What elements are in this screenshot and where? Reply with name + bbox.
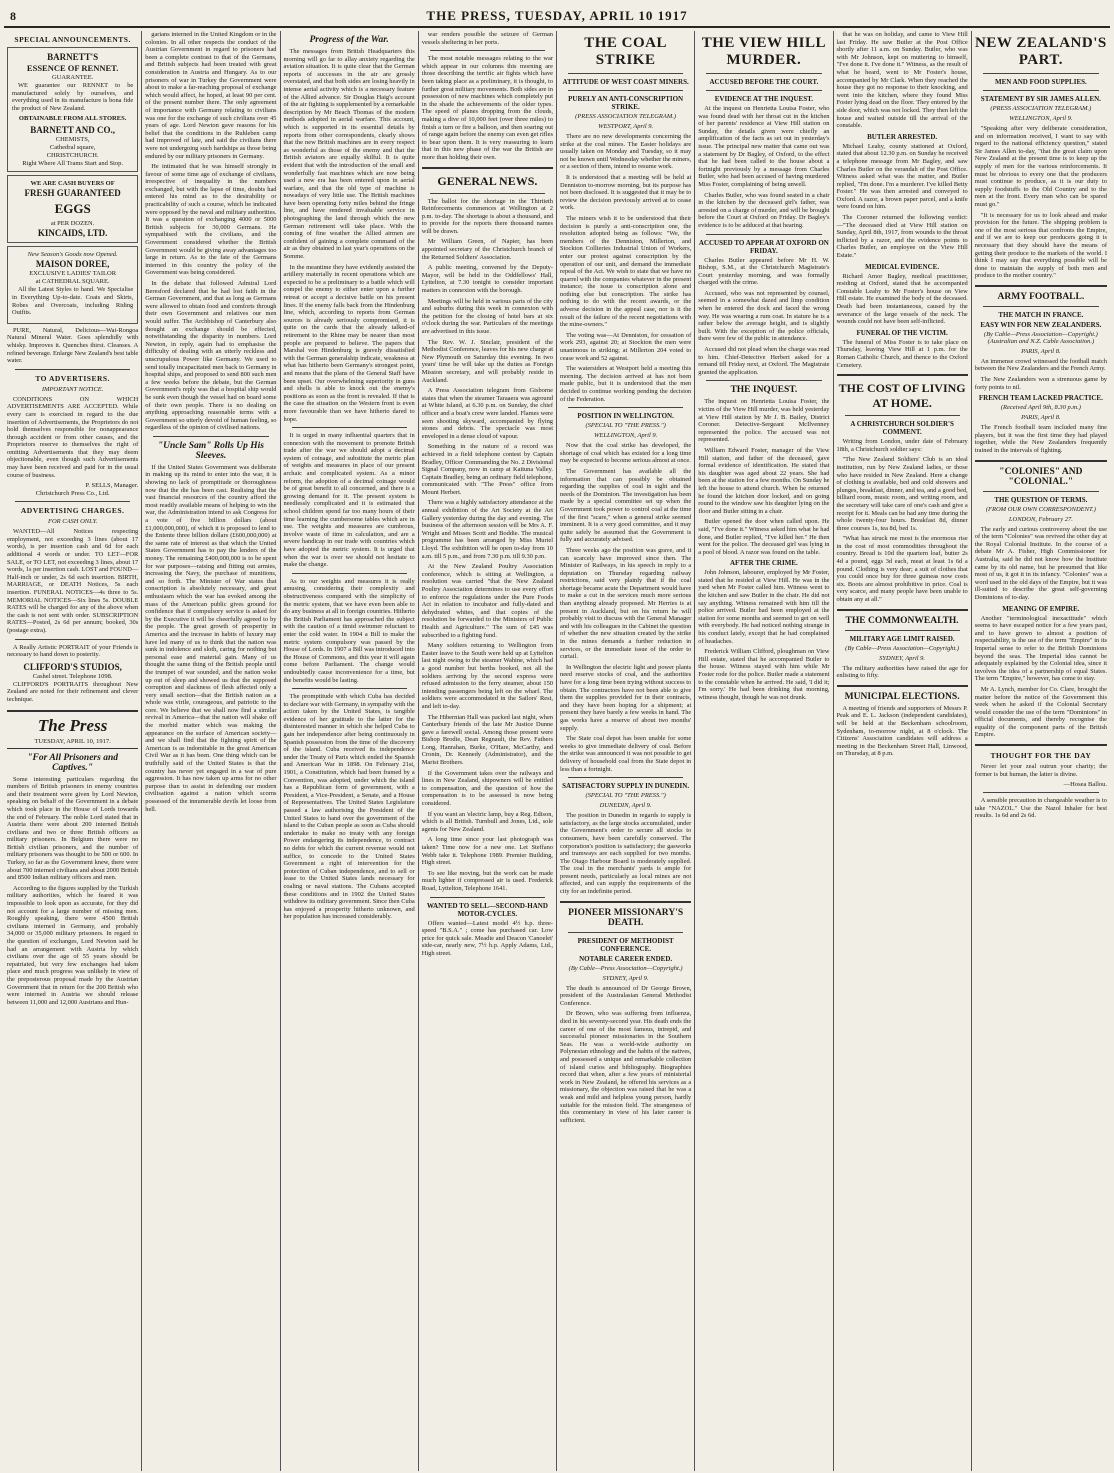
divider xyxy=(983,306,1099,307)
thought-title: THOUGHT FOR THE DAY xyxy=(990,751,1092,761)
credit-line: (FROM OUR OWN CORRESPONDENT.) xyxy=(985,505,1096,513)
charges-header: ADVERTISING CHARGES. xyxy=(20,506,125,516)
article-paragraph: The death is announced of Dr George Brown, president of the Australasian General Methodist Conference. xyxy=(560,984,692,1007)
inquest-title: THE INQUEST. xyxy=(730,385,798,396)
editorial-title: "For All Prisoners and Captives." xyxy=(27,752,118,773)
article-subhead: ACCUSED BEFORE THE COURT. xyxy=(709,78,819,86)
divider xyxy=(568,73,683,74)
article-paragraph: The watersiders at Westport held a meeting this morning. The decision arrived at has not been made public, but it is understood that the men decided to continue working pending the decision of the Federation. xyxy=(560,365,692,403)
army-football-title: ARMY FOOTBALL. xyxy=(997,291,1085,302)
article-subhead: AFTER THE CRIME. xyxy=(730,559,798,568)
article-paragraph: that he was on holiday, and came to View Hill last Friday. He saw Butler at the Post Office shortly after 11 a.m. on Sunday. Butler, who was with Mr Johnson, kept on muttering to himself, "I've done it. I've done it." Witness, as the result of what he heard, went to Mr Foster's house, accompanied by Mr Clark. When they reached the house they got no response to their knocking, and went into the kitchen, where they found Miss Foster lying dead on the floor. They entered by the side door, which was not locked. They then left the house and waited outside till the arrival of the constable. xyxy=(836,31,968,130)
news-item: At the New Zealand Poultry Association conference, which is sitting at Wellington, a resolution was carried "that the New Zealand Poultry Association determines to use every effort to enforce the regulations under the Pure Foods Act in relation to incubator and fully-dated and dehydrated whites, and that copies of the resolution be forwarded to the Ministers of Public Health and Agriculture." The sum of £45 was subscribed to a fighting fund. xyxy=(421,563,553,639)
divider xyxy=(15,639,130,640)
editorial-paragraph: garians interned in the United Kingdom or in the colonies. In all other respects the conduct of the Austrian Government in regard to prisoners had been a complete contrast to that of the Germans, and British subjects had been treated with great consideration in Austria and Hungary. As to our prisoners of war in Turkey the Government were about to make a far-reaching proposal of exchange which would affect, he hoped, at least 90 per cent. of the present number there. The only agreement of importance with Germany relating to civilians was one for the exchange of such civilians over 45 years of age. Lord Newton gave reasons for his belief that the conditions in the Ruhleben camp had improved of late, and said the civilians there were not undergoing such hardships as those being endured by our military prisoners in Germany. xyxy=(145,31,277,160)
article-paragraph: It is understood that a meeting will be held at Denniston to-morrow morning, but its purpose has not been disclosed. It is suggested that it may be to review the decision previously arrived at to cease work. xyxy=(560,173,692,212)
article-paragraph: "Speaking after very deliberate consideration, and on information received, I want to say with regard to the national efficiency question," stated Sir James Allen to-day, "that the great claim upon New Zealand at the present time is to keep up the supply of men for the various reinforcements. It must be obvious to every one that the producers must continue to produce, as it is our duty to supply foodstuffs to the Old Country and to the men at the front. Every man who can be spared must go." xyxy=(974,125,1107,208)
dateline: WELLINGTON, April 9. xyxy=(593,432,658,440)
column-2 xyxy=(142,31,280,1471)
divider xyxy=(292,427,407,428)
ad-line: New Season's Goods now Opened. xyxy=(27,251,118,259)
credit-line: (By Cable—Press Association—Copyright.) xyxy=(845,644,960,652)
page-masthead xyxy=(4,6,1110,28)
ad-company: BARNETT AND CO., xyxy=(30,125,116,136)
article-paragraph: The military authorities have raised the age for enlisting to fifty. xyxy=(836,664,968,680)
columns xyxy=(4,31,1110,1471)
ad-name: KINCAIDS, LTD. xyxy=(37,228,108,239)
ad-line: EXCLUSIVE LADIES' TAILOR xyxy=(29,270,117,278)
ad-line: EGGS xyxy=(54,201,91,217)
ad-kincaids xyxy=(7,175,138,243)
news-item: Mr William Green, of Napier, has been appointed secretary of the Christchurch branch of the Returned Soldiers' Association. xyxy=(421,238,553,261)
coal-strike-title: THE COAL STRIKE xyxy=(584,35,667,68)
credit-line: (By Cable—Press Association—Copyright.) xyxy=(568,964,683,972)
article-paragraph: The Coroner returned the following verdict:—"The deceased died at View Hill station on Sunday, April 8th, 1917, from wounds to the throat inflicted by a razor, and the evidence points to Charles Butler, an employee on the View Hill Estate." xyxy=(836,214,968,260)
article-paragraph: The funeral of Miss Foster is to take place on Thursday, leaving View Hill at 1 p.m. for the Roman Catholic Church, and thence to the Oxford Cemetery. xyxy=(836,338,968,369)
editorial-paragraph: Some interesting particulars regarding the numbers of British prisoners in enemy countries and their treatment were given by Lord Newton, speaking on behalf of the Government in a debate which took place in the House of Lords towards the end of February. The noble Lord stated that in Austria there were about 200 interned British civilians and two or three British officers as military prisoners. In Belgium there were no British civilian prisoners, and the number of military prisoners was thought to be 500 or 600. In Turkey, so far as the Government knew, there were about 700 interned civilians and about 2000 British and 8500 Indian military officers and men. xyxy=(7,775,139,882)
studio-text-2: CLIFFORD'S PORTRAITS throughout New Zealand are noted for their refinement and clever technique. xyxy=(7,680,139,703)
article-paragraph: The most notable messages relating to the war which appear in our columns this morning are those describing the terrific air fights which have been taking place as a preliminary, it is thought, to further great military movements. Both sides are in possession of new machines which completely put in the shade the achievements of the older types. The speed of planes dropping from the clouds, making a dive of 10,000 feet (over three miles) to finish a turn or fire a balloon, and then soaring out of range again before the enemy can even get rifles to bear upon them. It is very reassuring to learn that in this new phase of the war the British are more than holding their own. xyxy=(421,55,553,161)
article-paragraph: The position in Dunedin in regards to supply is satisfactory, as the large stocks accumulated, under the Government's order to secure all stocks to consumers, have been carefully conserved. The corporation's position is satisfactory; the gasworks and tramways are each supplied for two months. The Otago Harbour Board is moderately supplied. The coal in the merchants' yards is ample for present needs, particularly as local mines are not affected, and can supply the requirements of the city for an indefinite period. xyxy=(560,812,692,896)
news-item: Meetings will be held in various parts of the city and suburbs during this week in connexion with the petition for the closing of hotel bars at six o'clock during the war. Particulars of the meetings are advertised in this issue. xyxy=(421,297,553,335)
news-item: A long time since your last photograph was taken? Time now for a new one. Let Steffano Webb take it. Telephone 1989. Premier Building, High street. xyxy=(421,836,553,867)
war-progress-title: Progress of the War. xyxy=(309,35,389,45)
divider xyxy=(845,630,960,631)
news-item: If the Government takes over the railways and lines in New Zealand, shipowners will be entitled to compensation, and the question of how the compensation is to be assessed is now being considered. xyxy=(421,769,553,808)
article-subhead: THE QUESTION OF TERMS. xyxy=(994,495,1088,504)
divider xyxy=(837,374,968,376)
article-paragraph: At the inquest on Henrietta Louisa Foster, who was found dead with her throat cut in the kitchen of her parents' residence at View Hill station on Sunday, the details given were chiefly an amplification of the facts as set out in yesterday's issue. The principal new matter that came out was a statement by Dr Bagley, of Oxford, to the effect that he had been called to the house about a fortnight previously by a message from Charles Butler, who had been accused of having murdered Miss Foster, complaining of being unwell. xyxy=(698,105,830,188)
article-subhead: EVIDENCE AT THE INQUEST. xyxy=(714,95,814,103)
article-paragraph: The inquest on Henrietta Louisa Foster, the victim of the View Hill murder, was held yesterday at View Hill station by Mr J. B. Bailey, District Coroner. Detective-Sergeant McIlvenney represented the police. The accused was not represented. xyxy=(698,398,830,444)
notice-header: TO ADVERTISERS. xyxy=(35,373,110,383)
ad-guarantee: GUARANTEE. xyxy=(51,74,94,81)
divider xyxy=(975,285,1107,287)
divider xyxy=(568,90,683,91)
classified-title: WANTED TO SELL—SECOND-HAND MOTOR-CYCLES. xyxy=(426,901,548,918)
divider xyxy=(975,744,1107,746)
page-number: 8 xyxy=(10,8,16,23)
editorial-paragraph: If the United States Government was deliberate in making up its mind to enter into the war, it is showing no lack of promptitude or thoroughness now that the die has been cast. Realising that the vast financial resources of the country afford the most readily available means of helping to win the war, the Administration intend to ask Congress for a vote of five billion dollars (about £1,000,000,000), of which it is proposed to lend to the Entente three billion dollars (£600,000,000) at the same rate of interest as that which the United States Government has to pay the lenders of the money. The remaining £400,000,000 is to be spent for war purposes—raising and fitting out armies, increasing the Navy, the purchase of munitions, and so forth. The Minister of War states that conscription is absolutely necessary, and great enthusiasm which the war has evoked among the mass of the American public gives ground for confidence that if compulsory service is asked for by the Executive it will be cheerfully agreed to by the people. The great growth of prosperity in America and the increase in habits of luxury may have led many of us to think that the nation was sunk in indolence and sloth, caring for nothing but personal ease and material gain. Many of us thought the same thing of the British people until the trumpet of war sounded, and the nation woke up out of sleep and showed us that the supposed corruption and slackness of flesh affected only a very small section—that the British nation as a whole was virile, courageous, and patriotic to the core. We believe that we shall now find a similar revival in America—that the nation will shake off the morbid matter which was making the appearance on the surface of American society—and we shall find that the fighting spirit of the American is as indomitable in the great American Civil War as it has been. One thing which can be truthfully said of the United States is that the country has never yet engaged in a war of pure aggression. It has now taken up arms for no other purpose than to assist in defending our modern civilisation against a nation which scorns possessed of the innumerable devils let loose from hell. xyxy=(145,463,277,813)
ad-product: ESSENCE OF RENNET. xyxy=(26,63,119,73)
divider xyxy=(430,50,545,51)
article-paragraph: Accused, who was not represented by counsel, seemed in a somewhat dazed and limp condition when he entered the dock and faced the wrong way. He was wearing a rum coat. In stature he is a rather below the average height, and is slightly built. With the exception of the police officials, there were few of the public in attendance. xyxy=(698,289,830,343)
credit-line: (SPECIAL TO "THE PRESS.") xyxy=(585,422,666,430)
ad-company-line: CHEMISTS, xyxy=(55,136,90,144)
column-3 xyxy=(281,31,419,1471)
divider xyxy=(706,380,821,381)
divider xyxy=(983,73,1099,74)
news-item: Something in the nature of a record was achieved in a field telephone contest by Captain Bradley, Officer Commanding the No. 2 Divisional Signal Company, now in camp at Kaituna Valley. Captain Bradley, being an ordinary field telephone, communicated with "The Press" office from Mount Herbert. xyxy=(421,443,553,496)
divider xyxy=(837,685,968,687)
ad-text: All the Latest Styles to hand. We Specialise in Everything Up-to-date. Coats and Skirts, Robes and Overcoats, including Riding Outfits. xyxy=(12,286,134,317)
ad-nazol: A sensible precaution in changeable weather is to take "NAZOL." Use the Nazol Inhaler for best results. 1s 6d and 2s 6d. xyxy=(974,797,1107,820)
divider xyxy=(983,792,1099,793)
missionary-title: PIONEER MISSIONARY'S DEATH. xyxy=(568,907,684,928)
notice-company: Christchurch Press Co., Ltd. xyxy=(35,490,110,498)
divider xyxy=(430,897,545,898)
studio-name: CLIFFORD'S STUDIOS, xyxy=(23,661,122,672)
news-item: The Rev. W. J. Sinclair, president of the Methodist Conference, leaves for his new charge at New Plymouth on Saturday this evening. In two years' time he will take up the duties as Foreign Mission secretary, and will probably reside in Auckland. xyxy=(421,338,553,384)
article-paragraph: In Wellington the electric light and power plants need reserve stocks of coal, and the authorities have for a long time been trying without success to obtain. The contractors have not been able to give them the supplies provided for in their contracts, and they have been hoping for a shipment; at present they have barely a few weeks in hand. The gas works have a reserve of about two months' supply. xyxy=(560,663,692,732)
article-paragraph: Now that the coal strike has developed, the shortage of coal which has existed for a long time may be expected to become serious almost at once. xyxy=(560,442,692,465)
article-paragraph: "It is necessary for us to look ahead and make provision for the future. The shipping problem is one of the most serious that confronts the Empire, and if we are to keep our producers going it is necessary that they should have the means of getting their produce to the markets of the world. I think I may say that everything possible will be done to maintain the supply of both men and produce to the mother country." xyxy=(974,211,1107,280)
column-1 xyxy=(4,31,142,1471)
divider xyxy=(15,369,130,370)
article-paragraph: As to our weights and measures it is really amusing, considering their complexity and obstructiveness compared with the simplicity of the metric system, that we have even been able to do any business at all in foreign countries. Hitherto the British Parliament has approached the subject with the caution of a timid swimmer reluctant to enter the cold water. In 1904 a Bill to make the metric system compulsory was passed by the House of Lords. In 1907 a Bill was introduced into the House of Commons, and this year it will again come before Parliament. The change would undoubtedly cause inconvenience for a time, but the benefits would be lasting. xyxy=(283,577,415,684)
newspaper-nameplate: The Press xyxy=(7,710,138,736)
ad-line: at PER DOZEN. xyxy=(50,220,95,228)
article-paragraph: The New Zealanders won a strenuous game by forty points to nil. xyxy=(974,376,1107,391)
general-news-title: GENERAL NEWS. xyxy=(437,173,538,188)
ad-company-line: Right Where All Trams Start and Stop. xyxy=(22,160,124,168)
column-8 xyxy=(972,31,1110,1471)
divider xyxy=(568,932,683,933)
dateline: DUNEDIN, April 9. xyxy=(599,802,652,810)
news-item: The Hibernian Hall was packed last night, when Canterbury friends of the late Mr Justice Dunne gave a farewell social. Among those present were Bishop Brodie, Dean Regnault, the Rev. Fathers Long, Hanrahan, Burke, O'Hare, McCarthy, and Cronin, Dr. Kennedy (Administrator), and the Marist Brothers. xyxy=(421,713,553,767)
article-subhead: POSITION IN WELLINGTON. xyxy=(577,412,674,421)
article-subhead: MILITARY AGE LIMIT RAISED. xyxy=(849,634,955,643)
divider xyxy=(430,193,545,194)
studio-text: A Really Artistic PORTRAIT of your Friends is necessary to hand down to posterity. xyxy=(7,643,139,659)
article-subhead: SATISFACTORY SUPPLY IN DUNEDIN. xyxy=(562,782,690,791)
article-paragraph: Michael Leahy, county stationed at Oxford, stated that about 12.30 p.m. on Sunday he received a telephone message from Mr Bagley, and saw Charles Butler on the verandah of the Post Office. Witness asked what was the matter, and Butler replied, "I'm done. I'm a murderer. I've killed Betty Foster." He was then arrested and conveyed to Oxford. A razor, a brown paper parcel, and a knife were found on him. xyxy=(836,142,968,211)
divider xyxy=(568,407,683,408)
article-paragraph: Charles Butler appeared before Mr H. W. Bishop, S.M., at the Christchurch Magistrate's Court yesterday morning, and was formally charged with the crime. xyxy=(698,256,830,287)
divider xyxy=(983,491,1099,492)
article-subhead: FRENCH TEAM LACKED PRACTICE. xyxy=(978,394,1103,403)
dateline: LONDON, February 27. xyxy=(1008,515,1073,523)
credit-line: (By Cable—Press Association—Copyright.) (Australian and N.Z. Cable Association.) xyxy=(983,330,1098,345)
divider xyxy=(975,460,1107,462)
article-paragraph: The voting was—At Denniston, for cessation of work 293, against 20; at Stockton the men were unanimous in striking; at Millerton 204 voted to cease work and 52 against. xyxy=(560,331,692,362)
article-subhead: ATTITUDE OF WEST COAST MINERS. xyxy=(562,78,689,86)
article-paragraph: Richard Amor Bagley, medical practitioner, residing at Oxford, stated that he accompanied Constable Leahy to Mr Foster's house on View Hill estate. He examined the body of the deceased. Death had been instantaneous, caused by the severance of the large vessels of the neck. The wounds could not have been self-inflicted. xyxy=(836,272,968,326)
ad-line: WE ARE CASH BUYERS OF xyxy=(30,180,115,188)
nz-part-title: NEW ZEALAND'S PART. xyxy=(975,35,1107,68)
ad-obtain: OBTAINABLE FROM ALL STORES. xyxy=(18,115,127,123)
article-paragraph: The State coal depot has been unable for some weeks to give immediate delivery of coal. Before the strike was announced it was not possible to get delivery of household coal from the State depot in less than a fortnight. xyxy=(560,735,692,773)
article-subhead: FUNERAL OF THE VICTIM. xyxy=(856,328,948,337)
cost-of-living-title: THE COST OF LIVING AT HOME. xyxy=(838,381,966,411)
article-paragraph: "What has struck me most is the enormous rise in the cost of most commodities throughout the country. Bread is 10d the quartern loaf, butter 2s 4d a pound, eggs 3d each, meat at least 1s 6d a pound. Clothing is very dear; a suit of clothes that you could once buy for three guineas now costs six. Boots are almost prohibitive in price. Coal is very scarce, and many people have been unable to obtain any at all." xyxy=(836,535,968,604)
divider xyxy=(837,609,968,611)
thought-attribution: —Hosea Ballou. xyxy=(1063,781,1107,789)
news-item: A public meeting, convened by the Deputy-Mayor, will be held in the Oddfellows' Hall, Lyttelton, at 7.30 tonight to consider important matters in connexion with the borough. xyxy=(421,264,553,295)
divider xyxy=(706,73,821,74)
commonwealth-title: THE COMMONWEALTH. xyxy=(845,615,959,626)
notice-text: CONDITIONS ON WHICH ADVERTISEMENTS ARE ACCEPTED. While every care is exercised in regard to the due insertion of Advertisements, the Proprietors do not hold themselves responsible for nonappearance through accident or from other causes, and the Proprietors reserve to themselves the right of omitting Advertisements that they may deem objectionable, even though such Advertisements may have been received and paid for in the usual course of business. xyxy=(7,395,139,479)
article-paragraph: Three weeks ago the position was grave, and it can scarcely have improved since then. The Minister of Railways, in his speech in reply to a deputation on Thursday regarding railway restrictions, said very plainly that if the coal shortage became acute the Department would have to make a cut in the services much more serious than anything already proposed. Mr Herries is at present in Auckland, but on his return he will probably visit to discuss with the General Manager and with his colleagues in the Cabinet the question of whether the new situation created by the strike in the mines demands a further reduction in services, or the immediate issue of the order to curtail. xyxy=(560,546,692,661)
article-paragraph: Accused did not plead when the charge was read to him. Chief-Detective Herbert asked for a remand till Friday next, at Oxford. The Magistrate granted the application. xyxy=(698,346,830,376)
news-item: Many soldiers returning to Wellington from Easter leave to the South were held up at Lyttelton last night owing to the steamer Wahine, which had a good number but berths booked, not all the soldiers arriving by the second express were refused admission to the ferry steamer, about 150 intending passengers being left on the wharf. The soldiers were accommodated in the Sailors' Rest, and left to-day. xyxy=(421,642,553,710)
credit-line: (Received April 9th, 8.30 p.m.) xyxy=(1000,404,1081,412)
news-item: The ballot for the shortage in the Thirtieth Reinforcements commences at Wellington at 2 p.m. to-day. The shortage is about a thousand, and to provide for the reports there thousand names will be drawn. xyxy=(421,197,553,235)
article-subhead: PRESIDENT OF METHODIST CONFERENCE. xyxy=(577,936,674,953)
divider xyxy=(706,234,821,235)
nameplate-date: TUESDAY, APRIL 10, 1917. xyxy=(7,738,138,749)
dateline: WELLINGTON, April 9. xyxy=(1009,115,1073,122)
charges-subheader: FOR CASH ONLY. xyxy=(47,518,98,526)
divider xyxy=(845,415,960,416)
article-paragraph: The French football team included many fine players, but it was the first time they had played together, while the New Zealanders frequently trained in the intervals of fighting. xyxy=(974,424,1107,455)
ad-line: FRESH GUARANTEED xyxy=(24,188,121,199)
article-paragraph: "The New Zealand Soldiers' Club is an ideal institution, run by New Zealand ladies, or those who have resided in New Zealand. Here a change of clothing is available, bed and cold showers and plunges, breakfast, dinner, and tea, and a good bed, billiard room, music room, and writing room, and the secretary will take care of one's cash and give a receipt for it. Meals can be had any time during the whole twenty-four hours. Breakfast 8d, dinner three courses 1s, tea 8d, bed 1s. xyxy=(836,456,968,532)
divider xyxy=(15,501,130,502)
ad-barnetts xyxy=(7,47,138,172)
article-subhead: THE MATCH IN FRANCE. xyxy=(998,310,1084,319)
article-subhead: A CHRISTCHURCH SOLDIER'S COMMENT. xyxy=(850,420,954,437)
divider xyxy=(983,90,1099,91)
editorial-subtitle: "Uncle Sam" Rolls Up His Sleeves. xyxy=(157,440,264,461)
credit-line: (SPECIAL TO "THE PRESS.") xyxy=(585,792,666,800)
thought-text: Never let your zeal outrun your charity; the former is but human, the latter is divine. xyxy=(974,763,1107,778)
divider xyxy=(422,167,553,169)
news-item: If you want an 'electric lamp, buy a Reg. Edison, which is all British. Turnbull and Jones, Ltd., sole agents for New Zealand. xyxy=(421,810,553,833)
article-paragraph: Writing from London, under date of February 18th, a Christchurch soldier says: xyxy=(836,438,968,453)
dateline: SYDNEY, April 9. xyxy=(602,974,649,982)
divider xyxy=(153,436,268,437)
dateline: PARIS, April 8. xyxy=(1021,414,1061,422)
news-item: A Press Association telegram from Gisborne states that when the steamer Taraaera was aground at White Island, at 6.30 p.m. on Sunday, the chief officer and a boat's crew were landed. Flames were seen shooting skyward, accompanied by flying stones and debris. The spectacle was most enveloped in a dense cloud of vapour. xyxy=(421,387,553,440)
colonies-title: "COLONIES" AND "COLONIAL." xyxy=(999,466,1083,487)
column-4 xyxy=(419,31,557,1471)
article-paragraph: Another "terminological inexactitude" which seems to have escaped notice for a few years past, and to have grown to almost a position of respectability, is the use of the term "Empire" in its Imperial sense to refer to the British Dominions beyond the seas. The Imperial idea cannot be adequately explained by the Colonial idea, since it involves the idea of a partnership of equal States. The term "Empire," however, has come to stay. xyxy=(974,614,1107,683)
divider xyxy=(292,688,407,689)
article-paragraph: In the meantime they have evidently assisted the artillery materially in recent operations which are expected to be a preliminary to a battle which will compel the enemy to either enter upon a further retreat or accept a decisive battle on his present lines. If the enemy falls back from the Hindenburg line, which, according to reports from German sources is already seriously compromised, it is quite on the cards that the already talked-of retirement to the Rhine may be nearer than most people are prepared to believe. The papers that Marshal von Hindenburg is gravely dissatisfied with the German generalship indicate, weakness at what has hitherto been Germany's strongest point, and means that the plans of the General Staff have been upset. Our overwhelming superiority in guns and shells is able to knock out the enemy's positions as soon as the front is revealed. If that is the case the situation on the Western front is even more favourable than we have hitherto dared to hope. xyxy=(283,263,415,423)
credit-line: (PRESS ASSOCIATION TELEGRAM.) xyxy=(990,105,1092,112)
divider xyxy=(292,573,407,574)
article-subhead: MEDICAL EVIDENCE. xyxy=(865,262,940,271)
article-paragraph: William Edward Foster, manager of the View Hill station, and father of the deceased, gave formal evidence of identification. He stated that his daughter was aged about 22 years. She had been at the station for a few months. On Sunday he left the house to attend church. When he returned he found the kitchen door locked, and on going round to the window saw his daughter lying on the floor and Butler sitting in a chair. xyxy=(698,446,830,515)
ad-maison-doree xyxy=(7,246,138,323)
article-subhead: PURELY AN ANTI-CONSCRIPTION STRIKE. xyxy=(568,95,684,111)
article-paragraph: war renders possible the seizure of German vessels sheltering in her ports. xyxy=(421,31,553,46)
municipal-title: MUNICIPAL ELECTIONS. xyxy=(844,691,960,702)
column-5 xyxy=(557,31,695,1471)
murder-title: THE VIEW HILL MURDER. xyxy=(701,35,827,68)
article-paragraph: A meeting of friends and supporters of Messrs P. Peak and E. L. Jackson (independent candidates), will be held at the Beckenham schoolroom, Sydenham, to-morrow night, at 8 o'clock. The Citizens' Association candidates will address a meeting in the Beckenham Street Hall, Linwood, on Thursday, at 8 p.m. xyxy=(836,704,968,758)
article-subhead: BUTLER ARRESTED. xyxy=(867,132,938,141)
article-subhead: NOTABLE CAREER ENDED. xyxy=(579,954,673,963)
article-paragraph: The messages from British Headquarters this morning will go far to allay anxiety regarding the aviation situation. It is quite clear that the German reports of successes in the air are grossly overstated, and that both sides are losing heavily in intense aerial activity which is a necessary feature of the Allied advance. Sir Douglas Haig's account of the air fighting is supplemented by a remarkable description by Mr Beach Thomas of the modern methods adopted in aerial warfare. This account, which is supported in its essential details by reports from other correspondents, clearly shows that the new British machines are in every respect as wonderful as those of the enemy and that the British aviators are equally skilful. It is quite evident that with the introduction of the small and wonderfully fast machines which are now being used a new era has been entered upon in aerial warfare, and that the old type of machine is nowadays of very little use. The British machines have been operating forty miles behind the fringe line, and have rendered invaluable service in photographing the land through which the new German retirement will take place. With the coming of fine weather the Allied airmen are confident of gaining a complete command of the air as they obtained in last year's operations on the Somme. xyxy=(283,48,415,261)
ad-text: WE guarantee our RENNET to be manufactured solely by ourselves, and everything used in its manufacture is bona fide the product of New Zealand. xyxy=(12,82,134,112)
ad-line: at CATHEDRAL SQUARE. xyxy=(35,278,110,286)
divider xyxy=(706,90,821,91)
article-paragraph: The Government has available all the information that can possibly be obtained regarding the supplies of coal in sight and the needs of the Dominion. The investigation has been made by a special committee set up when the Government took power to control coal at the time of the first "scare," when a general strike seemed imminent. It is a very good committee, and it may quite safely be assumed that the Government is fully and accurately advised. xyxy=(560,467,692,544)
classified-text: Offers wanted—Latest model 4½ h.p. three-speed "B.S.A." ; come has purchased car. Low price for quick sale. Meadie and Deacon 'Canoelet' side-car, nearly new, 7½ h.p. Apply Adams, Ltd., High street. xyxy=(421,919,553,957)
divider xyxy=(568,777,683,778)
article-paragraph: Butler opened the door when called upon. He said, "I've done it." Witness asked him what he had done, and Butler replied, "I've killed her." He then went for the police. The deceased girl was lying in a pool of blood. A razor was found on the table. xyxy=(698,518,830,556)
article-paragraph: It is urged in many influential quarters that in connexion with the movement to promote British trade after the war we should adopt a decimal system of coinage, and substitute the metric plan of weights and measures in place of our present archaic and complicated system. As a minor reform, the adoption of a decimal coinage would be of great benefit to all concerned, and there is a growing demand for it. The present system is needlessly complicated and it is estimated that school children spend far too many hours of their time learning the cumbersome tables which are in use. The weights and measures are cumbrous, involve waste of time in calculation, and are a severe handicap in our trade with countries which have adopted the metric system. It is urged that when the war is over we should not hesitate to make the change. xyxy=(283,432,415,569)
column-7 xyxy=(834,31,972,1471)
notice-subheader: IMPORTANT NOTICE. xyxy=(41,385,104,393)
news-item: There was a highly satisfactory attendance at the annual exhibition of the Art Society at the Art Gallery yesterday during the day and evening. The business of the afternoon session will be Mrs A. F. Wright and Misses Scott and Boddie. The musical programme has been arranged by Miss Muriel Lloyd. The exhibition will be open to-day from 10 a.m. till 5 p.m., and from 7.30 p.m. till 9.30 p.m. xyxy=(421,499,553,560)
news-item: To see like moving, but the work can be made much lighter if compressed air is used. Frederick Road, Lyttelton, Telephone 1641. xyxy=(421,869,553,892)
ad-company-line: CHRISTCHURCH. xyxy=(46,152,99,160)
editorial-paragraph: In the debate that followed Admiral Lord Beresford declared that he had lost faith in the German Government, and that as long as Germans were allowed to obtain food and comforts through their own Government and relatives our men would suffer. The Archbishop of Canterbury also thought an exchange should be effected, notwithstanding the disparity in numbers. Lord Newton, in reply, again had to emphasise the difficulty of dealing with an utterly reckless and unscrupulous Power like Germany. We used to send totally incapacitated men back to Germany in hospital ships, and proposed to send 800 such men a few weeks before the debate, but the German Government's reply was that a hospital ship would be sunk even though the vessel had on board some of their own people. There is no dealing on anything approaching reasonable terms with a Government so utterly devoid of human feeling, so regardless of the opinion of civilised nations. xyxy=(145,280,277,432)
article-paragraph: Frederick William Clifford, ploughman on View Hill estate, stated that he accompanied Butler to the house. Witness stayed with him while Mr Foster rode for the police. Butler made a statement to the constable when he arrived. He said, 'I did it; I'm sorry.' He had been drinking that morning, witness thought, though he was not drunk. xyxy=(698,648,830,701)
article-paragraph: Mr A. Lynch, member for Co. Clare, brought the matter before the notice of the Government this week when he asked if the Colonial Secretary would consider the use of the term "Dominions" in official documents, and thereby recognise the equality of the component parts of the British Empire. xyxy=(974,685,1107,739)
notice-sign: P. SELLS, Manager. xyxy=(85,482,139,490)
article-paragraph: The promptitude with which Cuba has decided to declare war with Germany, in sympathy with the action taken by the United States, is tangible evidence of her gratitude to the latter for the disinterested manner in which she helped Cuba to gain her independence after being continuously in Spanish possession from the time of the discovery of the island. Cuba received its independence under the Treaty of Paris which ended the Spanish and American War in 1898. On February 21st, 1901, a Constitution, which had been framed by a Convention, was adopted, under which the island has a Republican form of government, with a President, a Vice-President, a Senate, and a House of Representatives. The United States Legislature passed a law authorising the President of the United States to hand over the government of the island to the Cuban people as soon as Cuba should undertake to make no treaty with any foreign Power endangering its independence, to contract no debts for which the current revenue would not suffice, to concede to the United States Government a right of intervention for the protection of Cuban independence, and to sell or lease to the United States lands necessary for coaling or naval stations. The Cubans accepted these conditions and in 1902 the United States withdrew its military government. Since then Cuba has enjoyed a prosperity hitherto unknown, and her population has increased considerably. xyxy=(283,693,415,921)
ad-company-line: Cathedral square, xyxy=(49,144,96,152)
column-6 xyxy=(695,31,833,1471)
article-paragraph: The early and curious controversy about the use of the term "Colonies" was revived the other day at the Royal Colonial Institute. In the course of a debate Mr A. Fisher, High Commissioner for Australia, said he did not know how the Institute came by its old name, but he presumed that like most of us, it got it in its infancy. "Colonies" was a word used in the old days of the Empire, but it was ill-suited to describe the great self-governing Dominions of to-day. xyxy=(974,525,1107,601)
article-paragraph: The miners wish it to be understood that their decision is purely a anti-conscription one, the resolution adopted being as follows: "We, the members of the Denniston, Millerton, and Stockton Collieries Industrial Union of Workers, enter our protest against conscription by the operation of our unit, and demand the immediate repeal of the Act. We wish to state that we have no quarrel with the companies whatever in the present instance; the issue is conscription alone and nothing else but conscription. The strike has nothing to do with the recent awards, or the adverse decision in the appeal case, nor is it the result of the failure of the recent negotiations with the mine-owners." xyxy=(560,214,692,329)
dateline: SYDNEY, April 9. xyxy=(879,654,926,662)
editorial-paragraph: He intimated that he was himself strongly in favour of some time age of exchange of civilians, irrespective of inequality in the numbers exchanged, but with the lapse of time, doubts had entered his mind as to the desirability or practicability of such a course, which he indicated were opposed by the naval and military authorities. It was a question of exchanging 4000 or 5000 British subjects for 30,000 Germans. He sympathised with the civilians, and the Government considered whether the British Government would be giving away advantages too large in return. As to the fate of the Germans interned in this country the policy of the Government was being considered. xyxy=(145,163,277,277)
section-header: SPECIAL ANNOUNCEMENTS. xyxy=(14,35,131,44)
credit-line: (PRESS ASSOCIATION TELEGRAM.) xyxy=(575,113,677,120)
article-subhead: MEANING OF EMPIRE. xyxy=(1002,604,1080,613)
divider xyxy=(560,901,691,903)
charges-text: WANTED—All Notices respecting employment, not exceeding 3 lines (about 17 words), is per insertion cash and 6d for each additional 4 words or under. TO LET—FOR SALE, or TO LET, not exceeding 3 lines, about 17 words, 1s per insertion cash. LOST and FOUND—Half-inch or under, 2s 6d each insertion. BIRTH, MARRIAGE, or DEATH Notices, 5s each insertion. FUNERAL NOTICES—4s three to 5s. MEMORIAL NOTICES—Six lines 5s. DOUBLE RATES will be charged for any of the above when the cash is not sent with order. SUBSCRIPTION RATES—Posted, 2s 6d per annum; booked, 30s (postage extra). xyxy=(7,528,139,634)
article-paragraph: Dr Brown, who was suffering from influenza, died in his seventy-second year. His death ends the career of one of the most famous, intrepid, and successful pioneer missionaries in the Southern Seas. He was a world-wide authority on Polynesian ethnology and the habits of the natives, and possessed a unique and remarkable collection of island curios and bibliography. Biographies record that when, after a few years of ministerial work in New Zealand, he offered his services as a missionary, the objection was raised that he was a weak and mild and helpless young person, hardly suitable for the mission field. The strangeness of this commentary in view of his later career is sufficient. xyxy=(560,1010,692,1124)
ad-name: MAISON DOREE, xyxy=(35,259,110,270)
dateline: WESTPORT, April 9. xyxy=(598,123,654,130)
dateline: PARIS, April 8. xyxy=(1021,347,1061,355)
article-paragraph: John Johnson, labourer, employed by Mr Foster, stated that he resided at View Hill. He was in the yard when Mr Foster called him. Witness went to the kitchen and saw Butler in the chair. He did not say anything. Witness remained with him till the police arrived. Butler had been employed at the station for some months and seemed to get on well with everybody. He had noticed nothing strange in his conduct lately, except that he had complained of headaches. xyxy=(698,569,830,645)
article-paragraph: An immense crowd witnessed the football match between the New Zealanders and the French Army. xyxy=(974,357,1107,373)
editorial-paragraph: According to the figures supplied by the Turkish military authorities, which he feared it was impossible to look upon as accurate, for they did not account for a large number of missing men. Roughly speaking, there were 4500 British civilians interned in Germany, and probably 34,000 or 35,000 military prisoners. In regard to the question of exchanges, Lord Newton said he had an arrangement with Austria by which civilians over the age of 55 years should be repatriated, but very few exchanges had taken place and much progress was unlikely in view of the preposterous proposal made by the Austrian Government that in return for the 200 British who were interned in Austria we should release between 11,000 and 12,000 Austrians and Hun- xyxy=(7,884,139,1006)
ad-wai-rongoa: PURE, Natural, Delicious—Wai-Rongoa Natural Mineral Water. Goes splendidly with whisky. Improves it. Quenches thirst. Cleanses. A refined beverage. Enlarge New Zealand's best table water. xyxy=(7,326,139,365)
studio-address: Cashel street. Telephone 1098. xyxy=(32,672,113,680)
ad-name: BARNETT'S xyxy=(47,52,99,62)
article-subhead: ACCUSED TO APPEAR AT OXFORD ON FRIDAY. xyxy=(698,238,829,255)
article-paragraph: There are no new developments concerning the strike at the coal mines. The Easter holidays are usually taken on Monday and Tuesday, so it may not be known until Wednesday whether the miners, or a section of them, intend to resume work. xyxy=(560,133,692,171)
article-subhead: STATEMENT BY SIR JAMES ALLEN. xyxy=(980,95,1101,103)
masthead-title: THE PRESS, TUESDAY, APRIL 10 1917 xyxy=(426,8,688,23)
article-paragraph: Charles Butler, who was found seated in a chair in the kitchen by the deceased girl's father, was arrested on a charge of murder, and will be brought before the Court at Oxford on Friday. Dr Bagley's evidence is to be adduced at that hearing. xyxy=(698,191,830,229)
article-subhead: MEN AND FOOD SUPPLIES. xyxy=(994,78,1087,86)
article-subhead: EASY WIN FOR NEW ZEALANDERS. xyxy=(980,320,1102,329)
